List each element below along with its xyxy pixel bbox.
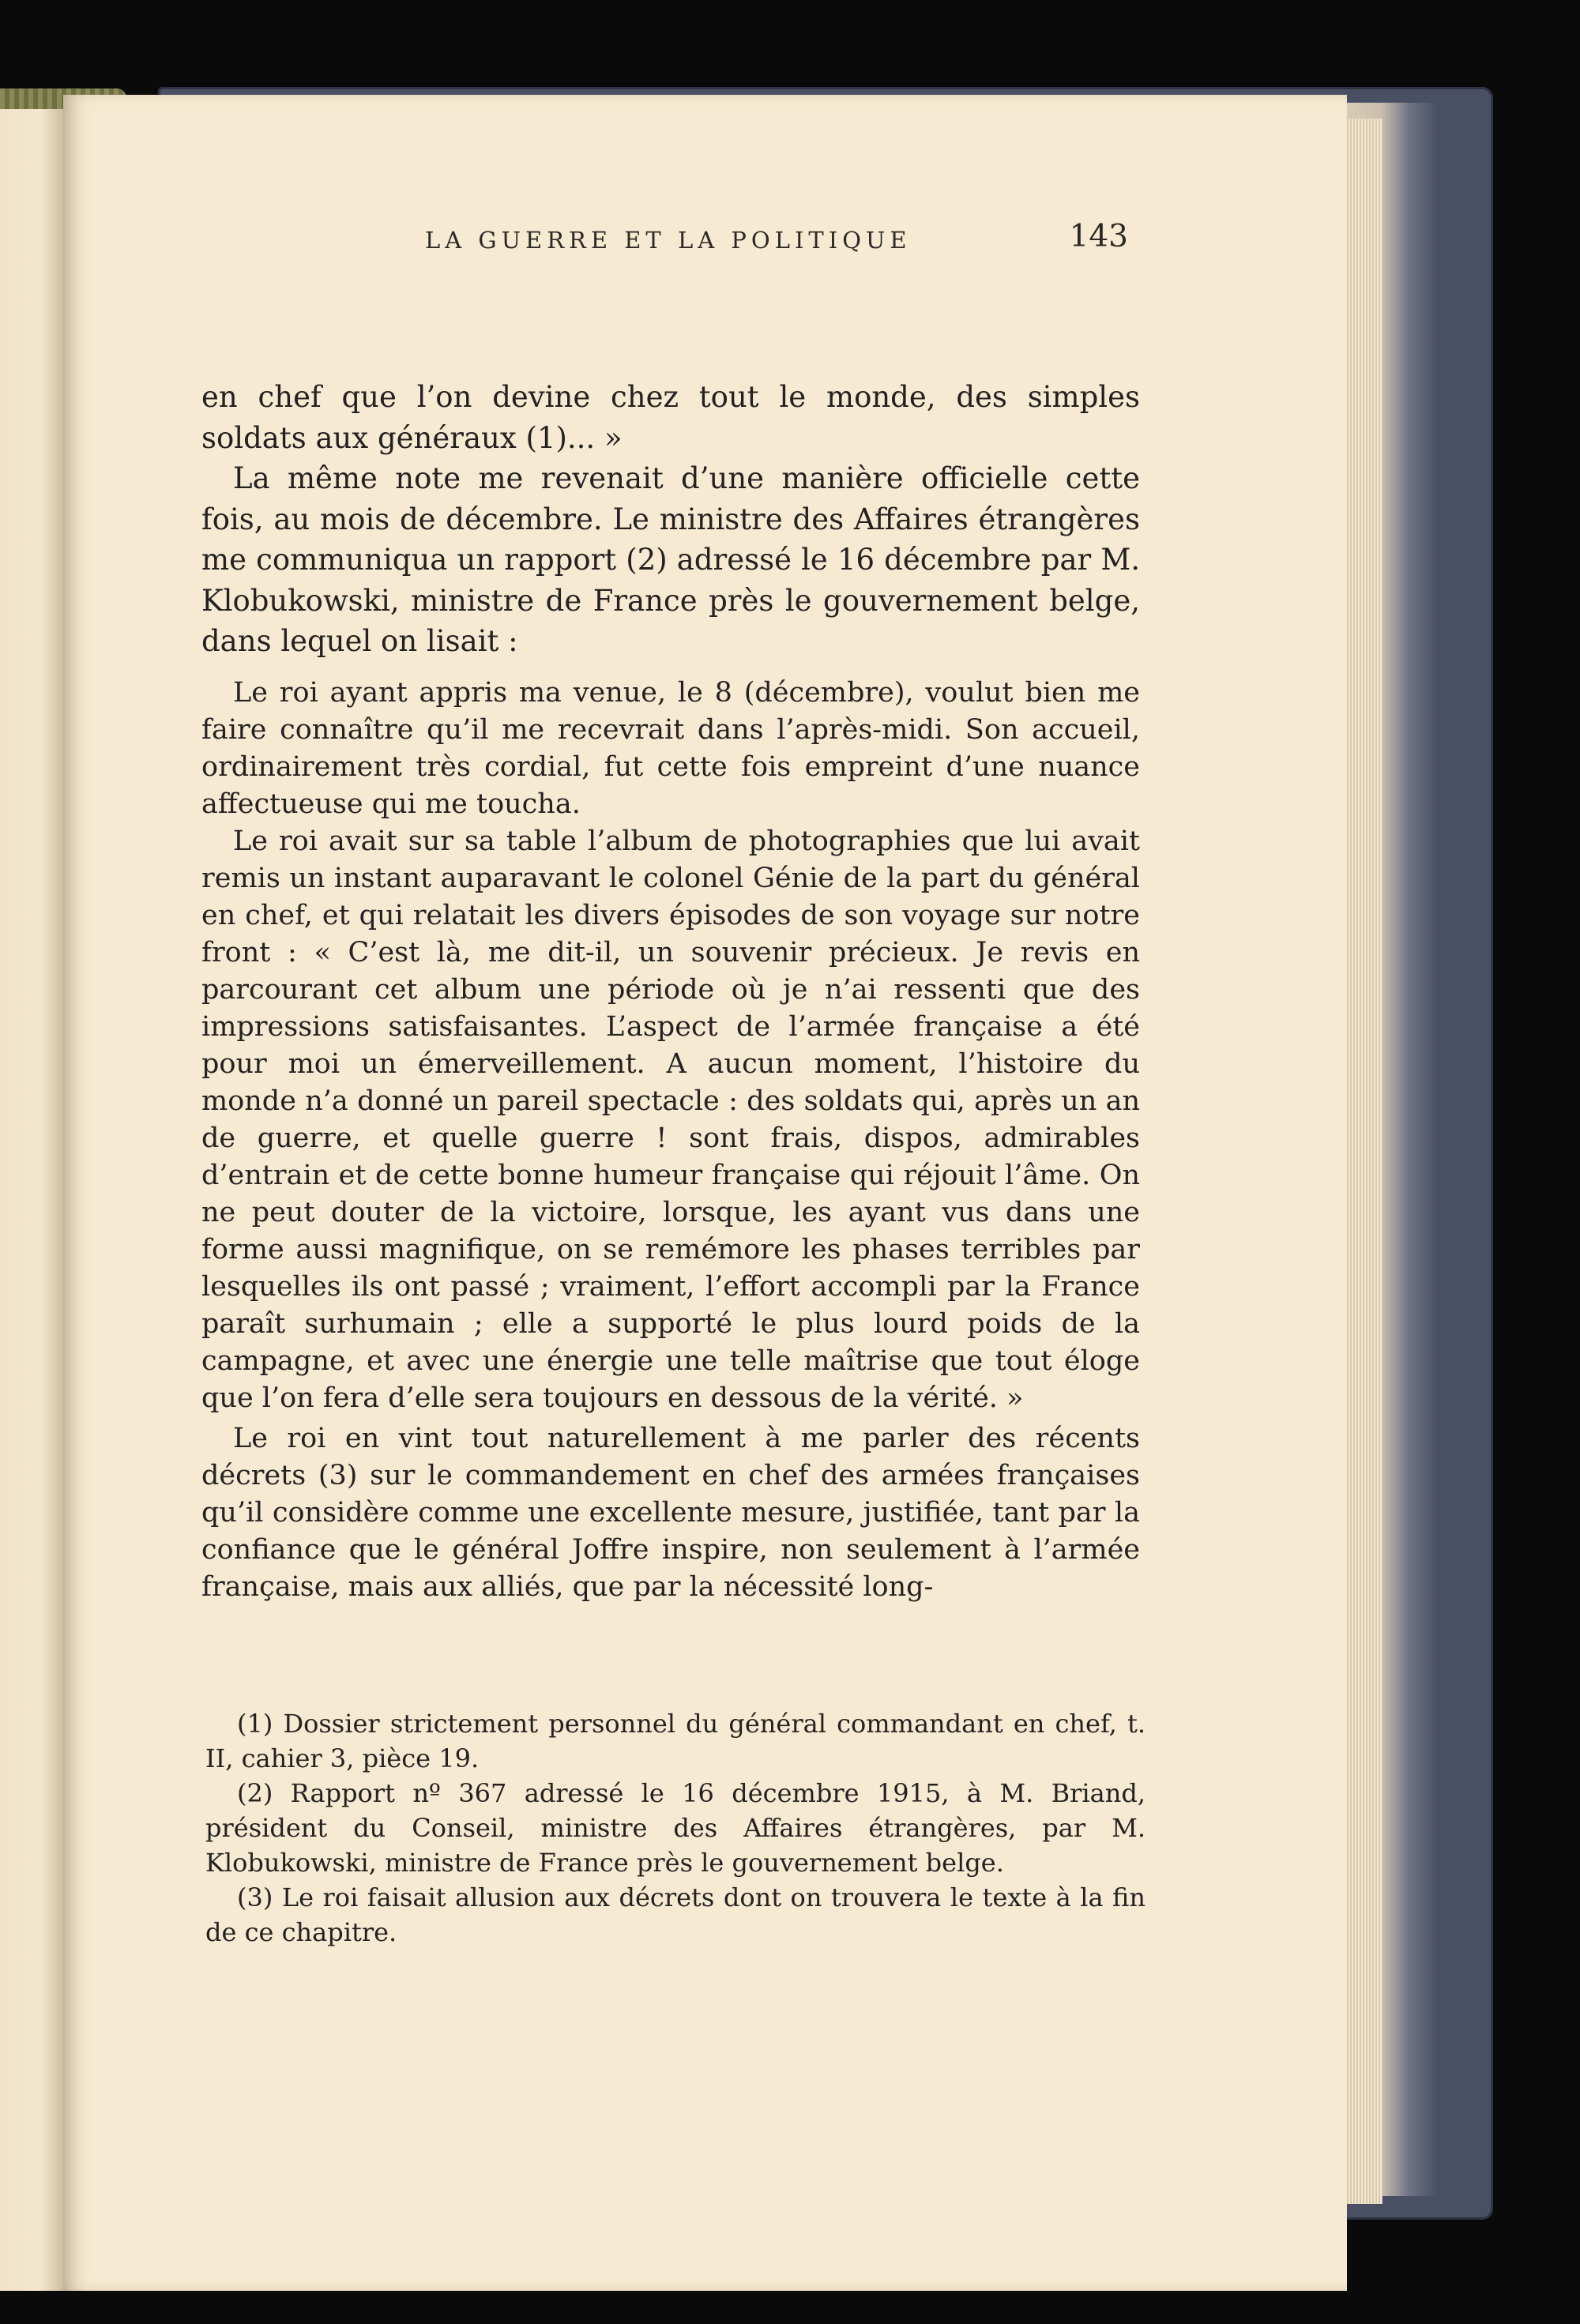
- page-number: 143: [1069, 219, 1128, 254]
- running-head: [362, 219, 1128, 266]
- left-page-edge: [0, 95, 67, 2291]
- footnote: (3) Le roi faisait allusion aux décrets dont on trouvera le texte à la fin de ce chapitre.: [205, 1882, 1146, 1947]
- paragraph: La même note me revenait d’une manière officielle cette fois, au mois de décembre. Le ministre des Affaires étrangères me communiqua un rapport (2) adressé le 16 décembre par M. Klobukowski, ministre de France près le gouvernement belge, dans lequel on lisait :: [201, 461, 1140, 658]
- paragraph: en chef que l’on devine chez tout le monde, des simples soldats aux généraux (1)... »: [201, 380, 1140, 455]
- quote-paragraph: Le roi ayant appris ma venue, le 8 (décembre), voulut bien me faire connaître qu’il me recevrait dans l’après-midi. Son accueil, ordinairement très cordial, fut cette fois empreint d’une nuance affectueuse qui me toucha.: [201, 676, 1140, 820]
- footnote: (1) Dossier strictement personnel du général commandant en chef, t. II, cahier 3, pièce 19.: [205, 1709, 1146, 1773]
- footnotes: [205, 1706, 1146, 1950]
- quote-paragraph: Le roi avait sur sa table l’album de photographies que lui avait remis un instant auparavant le colonel Génie de la part du général en chef, et qui relatait les divers épisodes de son voyage sur notre front : « C’est là, me dit-il, un souvenir précieux. Je revis en parcourant cet album une période où je n’ai ressenti que des impressions satisfaisantes. L’aspect de l’armée française a été pour moi un émerveillement. A aucun moment, l’histoire du monde n’a donné un pareil spectacle : des soldats qui, après un an de guerre, et quelle guerre ! sont frais, dispos, admirables d’entrain et de cette bonne humeur française qui réjouit l’âme. On ne peut douter de la victoire, lorsque, les ayant vus dans une forme aussi magnifique, on se remémore les phases terribles par lesquelles ils ont passé ; vraiment, l’effort accompli par la France paraît surhumain ; elle a supporté le plus lourd poids de la campagne, et avec une énergie une telle maîtrise que tout éloge que l’on fera d’elle sera toujours en dessous de la vérité. »: [201, 825, 1140, 1414]
- quoted-report: [201, 675, 1140, 1606]
- running-title: LA GUERRE ET LA POLITIQUE: [425, 227, 912, 254]
- footnote: (2) Rapport nº 367 adressé le 16 décembre 1915, à M. Briand, président du Conseil, ministre des Affaires étrangères, par M. Klobukowski, ministre de France près le gouvernement belge.: [205, 1778, 1146, 1878]
- quote-paragraph: Le roi en vint tout naturellement à me parler des récents décrets (3) sur le commandement en chef des armées françaises qu’il considère comme une excellente mesure, justifiée, tant par la confiance que le général Joffre inspire, non seulement à l’armée française, mais aux alliés, que par la nécessité long-: [201, 1422, 1140, 1603]
- main-text: [201, 377, 1140, 1606]
